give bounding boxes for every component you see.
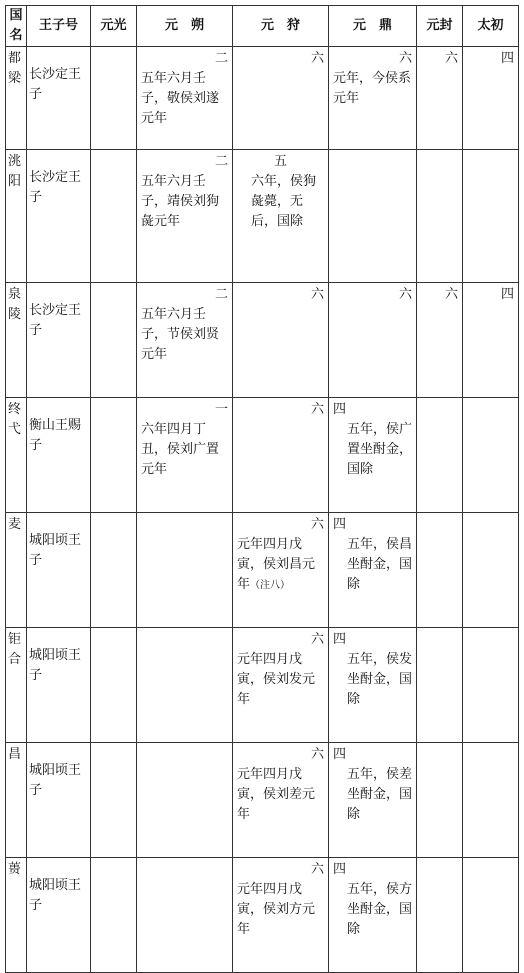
yuanguang-cell: [91, 47, 137, 150]
year-count: 四: [333, 862, 347, 877]
event-text: 元年，今侯系元年: [333, 71, 412, 106]
event-text: 元年四月戊寅，侯刘差元年: [237, 767, 316, 822]
prince-title: 长沙定王子: [27, 283, 91, 398]
year-count: 六: [444, 287, 458, 302]
event-text: 五年，侯广置坐酎金，国除: [347, 422, 413, 477]
yuanfeng-cell: [417, 398, 463, 513]
state-name: 泉陵: [6, 283, 27, 398]
taichu-cell: [463, 513, 519, 628]
yuanshou-cell: [233, 47, 329, 150]
prince-title: 城阳顷王子: [27, 743, 91, 858]
yuanguang-cell: [91, 628, 137, 743]
yuanding-cell: [329, 283, 417, 398]
prince-title: 衡山王赐子: [27, 398, 91, 513]
prince-title: 城阳顷王子: [27, 513, 91, 628]
event-text: 五年，侯发坐酎金，国除: [347, 652, 413, 707]
yuanding-cell: [329, 628, 417, 743]
event-text: 六年，侯狗彘薨，无后，国除: [251, 174, 317, 229]
year-count: 二: [214, 51, 228, 66]
yuanguang-cell: [91, 513, 137, 628]
year-count: 二: [214, 154, 228, 169]
prince-title: 长沙定王子: [27, 150, 91, 283]
state-name: 昌: [6, 743, 27, 858]
yuanding-cell: [329, 858, 417, 973]
yuanguang-cell: [91, 743, 137, 858]
yuanguang-cell: [91, 398, 137, 513]
yuanfeng-cell: [417, 513, 463, 628]
yuanguang-cell: [91, 858, 137, 973]
yuanshuo-cell: [137, 47, 233, 150]
state-name: 钜合: [6, 628, 27, 743]
year-count: 五: [273, 154, 287, 169]
header-state: 国名: [6, 6, 27, 47]
yuanfeng-cell: [417, 628, 463, 743]
yuanshou-cell: [233, 283, 329, 398]
yuanding-cell: [329, 398, 417, 513]
table-row: [6, 283, 519, 398]
taichu-cell: [463, 743, 519, 858]
header-yuanding: 元 鼎: [329, 6, 417, 47]
yuanfeng-cell: [417, 150, 463, 283]
state-name: 麦: [6, 513, 27, 628]
event-text: 五年，侯方坐酎金，国除: [347, 882, 413, 937]
yuanshuo-cell: [137, 398, 233, 513]
annotation-note: （注八）: [250, 580, 291, 591]
table-row: [6, 858, 519, 973]
year-count: 六: [310, 747, 324, 762]
yuanshuo-cell: [137, 858, 233, 973]
event-text-main: 元年四月戊寅，侯刘昌元年: [237, 537, 316, 592]
yuanding-cell: [329, 150, 417, 283]
taichu-cell: [463, 398, 519, 513]
event-text: 五年，侯差坐酎金，国除: [347, 767, 413, 822]
yuanfeng-cell: [417, 283, 463, 398]
yuanshuo-cell: [137, 628, 233, 743]
taichu-cell: [463, 47, 519, 150]
state-name: 蒉: [6, 858, 27, 973]
year-count: 四: [500, 287, 514, 302]
yuanshou-cell: [233, 628, 329, 743]
yuanfeng-cell: [417, 858, 463, 973]
yuanguang-cell: [91, 283, 137, 398]
yuanshuo-cell: [137, 150, 233, 283]
header-yuanguang: 元光: [91, 6, 137, 47]
event-text: 五年六月壬子，靖侯刘狗彘元年: [141, 174, 220, 229]
year-count: 六: [310, 632, 324, 647]
taichu-cell: [463, 150, 519, 283]
year-count: 一: [214, 402, 228, 417]
header-row: [6, 6, 519, 47]
yuanshou-cell: [233, 150, 329, 283]
event-text: 五年六月壬子，敬侯刘遂元年: [141, 71, 220, 126]
header-yuanshou: 元 狩: [233, 6, 329, 47]
year-count: 六: [398, 51, 412, 66]
event-text: 元年四月戊寅，侯刘方元年: [237, 882, 316, 937]
yuanshuo-cell: [137, 513, 233, 628]
chronology-table: [5, 5, 519, 973]
yuanguang-cell: [91, 150, 137, 283]
year-count: 六: [310, 51, 324, 66]
state-name: 终弋: [6, 398, 27, 513]
year-count: 六: [444, 51, 458, 66]
yuanfeng-cell: [417, 743, 463, 858]
header-prince: 王子号: [27, 6, 91, 47]
year-count: 六: [310, 517, 324, 532]
event-text: 元年四月戊寅，侯刘发元年: [237, 652, 316, 707]
yuanshuo-cell: [137, 743, 233, 858]
header-taichu: 太初: [463, 6, 519, 47]
header-yuanfeng: 元封: [417, 6, 463, 47]
event-text: 五年，侯昌坐酎金，国除: [347, 537, 413, 592]
table-row: [6, 513, 519, 628]
yuanding-cell: [329, 513, 417, 628]
prince-title: 城阳顷王子: [27, 628, 91, 743]
table-row: [6, 628, 519, 743]
table-row: [6, 743, 519, 858]
yuanshou-cell: [233, 513, 329, 628]
year-count: 六: [310, 287, 324, 302]
event-text: 六年四月丁丑，侯刘广置元年: [141, 422, 220, 477]
year-count: 六: [310, 862, 324, 877]
year-count: 四: [333, 632, 347, 647]
table-row: [6, 398, 519, 513]
year-count: 二: [214, 287, 228, 302]
year-count: 六: [310, 402, 324, 417]
state-name: 洮阳: [6, 150, 27, 283]
state-name: 都梁: [6, 47, 27, 150]
yuanfeng-cell: [417, 47, 463, 150]
table-row: [6, 47, 519, 150]
yuanshou-cell: [233, 858, 329, 973]
taichu-cell: [463, 283, 519, 398]
year-count: 四: [333, 402, 347, 417]
taichu-cell: [463, 628, 519, 743]
yuanshou-cell: [233, 743, 329, 858]
yuanshuo-cell: [137, 283, 233, 398]
event-text: 五年六月壬子，节侯刘贤元年: [141, 307, 220, 362]
year-count: 六: [398, 287, 412, 302]
yuanshou-cell: [233, 398, 329, 513]
event-text: [237, 535, 324, 596]
yuanding-cell: [329, 47, 417, 150]
prince-title: 城阳顷王子: [27, 858, 91, 973]
table-row: [6, 150, 519, 283]
prince-title: 长沙定王子: [27, 47, 91, 150]
header-yuanshuo: 元 朔: [137, 6, 233, 47]
year-count: 四: [333, 747, 347, 762]
year-count: 四: [500, 51, 514, 66]
year-count: 四: [333, 517, 347, 532]
taichu-cell: [463, 858, 519, 973]
yuanding-cell: [329, 743, 417, 858]
